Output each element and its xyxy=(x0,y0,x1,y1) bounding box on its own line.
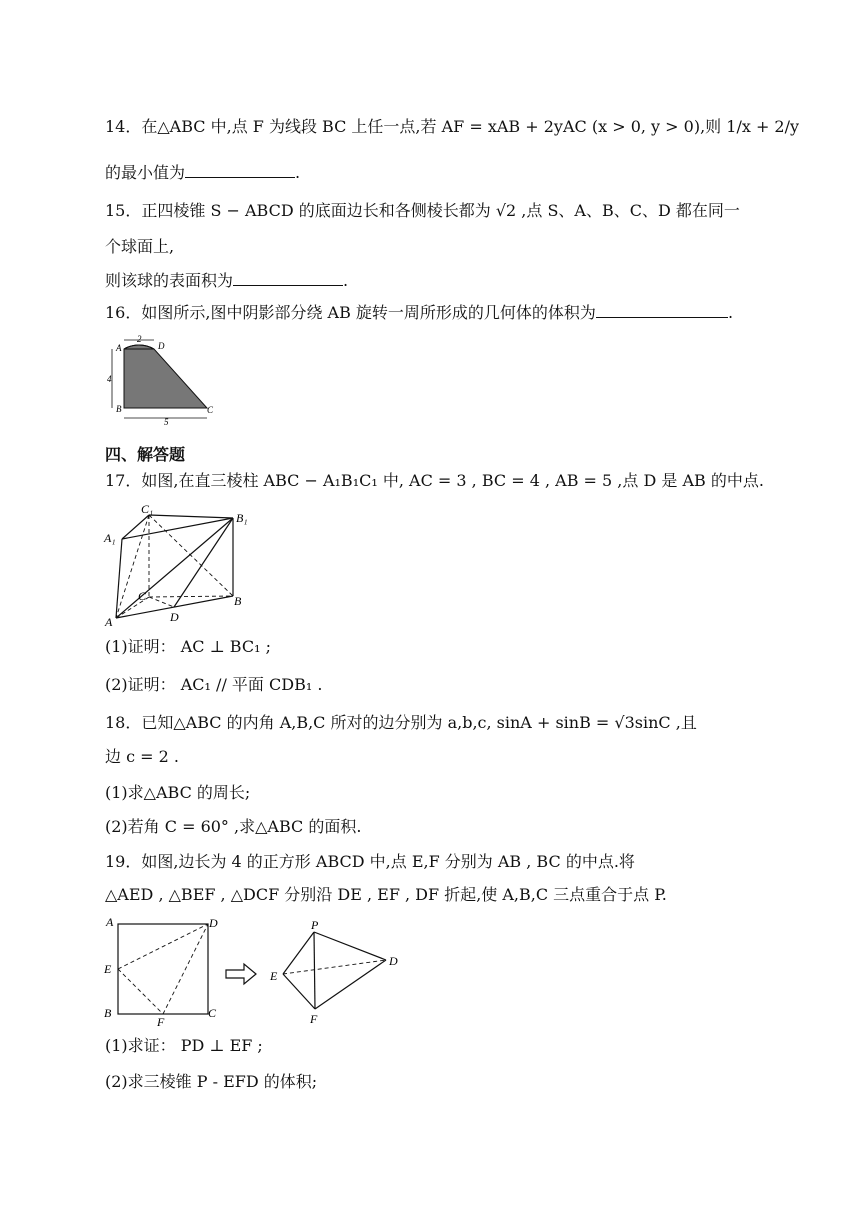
q19-line1: 19．如图,边长为 4 的正方形 ABCD 中,点 E,F 分别为 AB , BC 的中点.将 xyxy=(105,852,635,871)
q19-label-D2: D xyxy=(389,954,398,968)
q14-line1: 14．在△ABC 中,点 F 为线段 BC 上任一点,若 AF = xAB + 2yAC (x > 0, y > 0),则 1/x + 2/y xyxy=(105,117,800,136)
q16-label-B: B xyxy=(116,404,122,414)
q14-line2: 的最小值为 . xyxy=(105,163,301,182)
q16-figure xyxy=(104,332,224,428)
q18-line2: 边 c = 2 . xyxy=(105,747,179,766)
q19-line2: △AED , △BEF , △DCF 分别沿 DE , EF , DF 折起,使 A,B,C 三点重合于点 P. xyxy=(105,885,667,904)
q18-part1: (1)求△ABC 的周长; xyxy=(105,783,251,802)
q15-line1: 15．正四棱锥 S − ABCD 的底面边长和各侧棱长都为 √2 ,点 S、A、B、C、D 都在同一 xyxy=(105,201,740,220)
q16-label-A: A xyxy=(116,343,122,353)
q14-answer-blank xyxy=(185,163,295,178)
q17-label-C: C xyxy=(138,589,147,603)
q19-label-D: D xyxy=(209,916,218,930)
q16-answer-blank xyxy=(596,303,728,318)
q17-line1: 17．如图,在直三棱柱 ABC − A₁B₁C₁ 中, AC = 3 , BC = 4 , AB = 5 ,点 D 是 AB 的中点. xyxy=(105,471,764,490)
q16-dim-bottom: 5 xyxy=(164,417,169,427)
q16-dim-top: 2 xyxy=(137,334,142,344)
q19-label-E: E xyxy=(104,962,112,976)
fold-arrow-icon xyxy=(226,964,256,984)
q14-line2-text: 的最小值为 xyxy=(105,163,186,182)
q17-figure xyxy=(100,502,260,630)
q16-shaded-region xyxy=(124,345,207,408)
q17-label-B: B xyxy=(234,594,242,608)
q19-label-E2: E xyxy=(270,969,278,983)
q16-label-C: C xyxy=(207,405,214,415)
q18-part2: (2)若角 C = 60° ,求△ABC 的面积. xyxy=(105,817,362,836)
q19-label-B: B xyxy=(104,1006,112,1020)
q17-label-D: D xyxy=(170,610,179,624)
q16-dim-left: 4 xyxy=(107,374,112,384)
q17-label-A1: A₁ xyxy=(104,531,116,545)
q19-label-F: F xyxy=(157,1015,165,1029)
q19-label-F2: F xyxy=(310,1012,318,1026)
section-title: 四、解答题 xyxy=(105,445,186,464)
q17-label-C1: C₁ xyxy=(141,502,154,516)
q16-line1: 16．如图所示,图中阴影部分绕 AB 旋转一周所形成的几何体的体积为 . xyxy=(105,303,734,322)
q15-line3-text: 则该球的表面积为 xyxy=(105,271,234,290)
q19-part2: (2)求三棱锥 P - EFD 的体积; xyxy=(105,1072,318,1091)
q17-label-A: A xyxy=(105,615,113,629)
q19-part1: (1)求证： PD ⊥ EF ; xyxy=(105,1036,263,1055)
q18-line1: 18．已知△ABC 的内角 A,B,C 所对的边分别为 a,b,c, sinA + sinB = √3sinC ,且 xyxy=(105,713,697,732)
q16-line1-text: 16．如图所示,图中阴影部分绕 AB 旋转一周所形成的几何体的体积为 xyxy=(105,303,596,322)
q15-answer-blank xyxy=(233,271,343,286)
q15-line2: 个球面上, xyxy=(105,237,175,256)
q16-label-D: D xyxy=(158,341,165,351)
q15-line3: 则该球的表面积为 . xyxy=(105,271,349,290)
q17-part2: (2)证明： AC₁ // 平面 CDB₁ . xyxy=(105,675,323,694)
q19-label-A: A xyxy=(106,915,114,929)
q19-label-P: P xyxy=(311,918,319,932)
q19-figure xyxy=(100,912,420,1030)
q17-label-B1: B₁ xyxy=(236,511,248,525)
q17-part1: (1)证明： AC ⊥ BC₁ ; xyxy=(105,637,271,656)
q19-label-C: C xyxy=(208,1006,217,1020)
